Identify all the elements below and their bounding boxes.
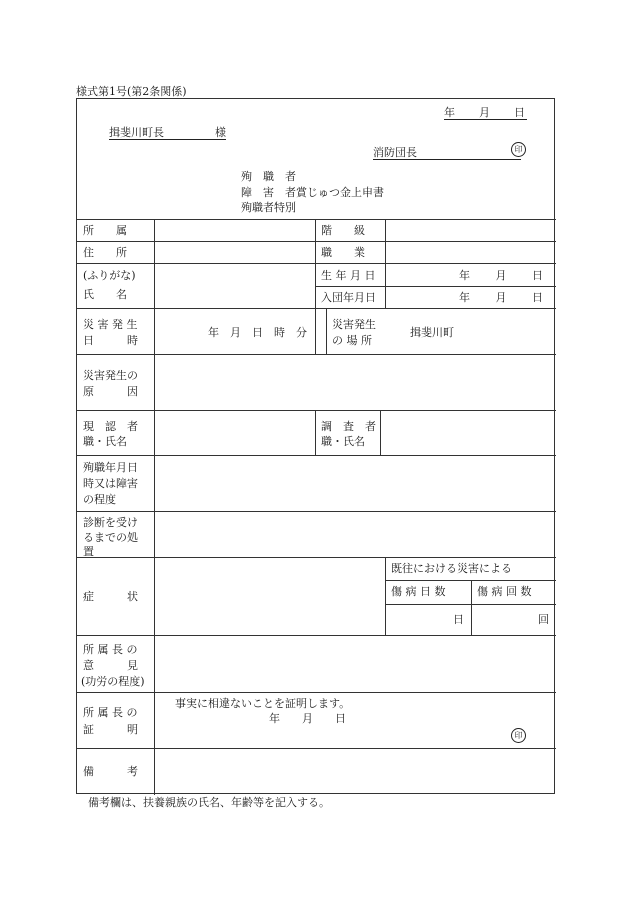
seal-mark: 印 [511, 142, 526, 157]
label-witness-1: 現 認 者 [83, 420, 138, 433]
label-cert-2: 証 明 [83, 723, 138, 736]
grid-line [77, 692, 556, 693]
doc-title-line3: 殉職者特別 [241, 201, 296, 214]
label-investigator-2: 職・氏名 [321, 435, 365, 448]
grid-line [315, 286, 556, 287]
award-application-form [76, 98, 555, 794]
label-symptoms: 症 状 [83, 590, 138, 603]
grid-line [77, 748, 556, 749]
addressee-line [109, 127, 226, 140]
addressee: 揖斐川町長 [109, 126, 164, 139]
cert-seal-mark: 印 [511, 728, 526, 743]
grid-line [77, 308, 556, 309]
label-opinion-3: (功労の程度) [81, 675, 145, 688]
join-day: 日 [532, 291, 543, 304]
grid-line [385, 219, 386, 308]
label-rank: 階 級 [321, 224, 365, 237]
label-opinion-1: 所 属 長 の [83, 643, 138, 656]
unit-day: 日 [453, 613, 464, 626]
label-past-disaster: 既往における災害による [391, 562, 512, 575]
grid-line [77, 241, 556, 242]
grid-line [77, 263, 556, 264]
label-death-1: 殉職年月日 [83, 461, 138, 474]
sender-line [373, 147, 521, 160]
label-remarks: 備 考 [83, 765, 138, 778]
footnote: 備考欄は、扶養親族の氏名、年齢等を記入する。 [88, 796, 330, 809]
label-witness-2: 職・氏名 [83, 435, 127, 448]
grid-line [315, 410, 316, 455]
label-injury-days: 傷 病 日 数 [391, 585, 446, 598]
label-treatment-1: 診断を受け [83, 516, 138, 529]
grid-line [77, 410, 556, 411]
grid-line [380, 410, 381, 455]
birthdate-value [459, 270, 543, 281]
label-affiliation-text: 所 属 [83, 224, 127, 237]
label-investigator-1: 調 査 者 [321, 420, 376, 433]
header-date-month: 月 [479, 106, 490, 119]
birth-month: 月 [495, 269, 507, 282]
label-disaster-place-1: 災害発生 [332, 318, 376, 331]
label-treatment-3: 置 [83, 545, 94, 558]
doc-title-line2: 障 害 者賞じゅつ金上申書 [241, 186, 384, 199]
label-opinion-2: 意 見 [83, 659, 138, 672]
grid-line [77, 455, 556, 456]
grid-line [154, 219, 155, 795]
label-join-date: 入団年月日 [321, 291, 376, 304]
grid-line [77, 511, 556, 512]
label-address: 住 所 [83, 246, 127, 259]
honorific: 様 [215, 126, 226, 139]
cert-date: 年 月 日 [269, 712, 346, 725]
join-year: 年 [459, 291, 470, 304]
label-death-2: 時又は障害 [83, 477, 138, 490]
header-date-year: 年 [444, 106, 455, 119]
sender: 消防団長 [373, 146, 417, 159]
label-name: 氏 名 [83, 288, 127, 301]
grid-line [315, 219, 316, 354]
form-number: 様式第1号(第2条関係) [76, 85, 187, 98]
label-injury-count: 傷 病 回 数 [477, 585, 532, 598]
grid-line [77, 219, 556, 220]
cert-text: 事実に相違ないことを証明します。 [175, 697, 351, 710]
disaster-datetime-value: 年 月 日 時 分 [208, 326, 307, 339]
label-cause-2: 原 因 [83, 385, 138, 398]
birth-year: 年 [459, 269, 470, 282]
disaster-place-value: 揖斐川町 [410, 326, 454, 339]
grid-line [385, 557, 386, 635]
birth-day: 日 [532, 269, 543, 282]
grid-line [77, 635, 556, 636]
grid-line [77, 354, 556, 355]
label-treatment-2: るまでの処 [83, 531, 138, 544]
grid-line [326, 308, 327, 354]
label-occupation: 職 業 [321, 246, 365, 259]
header-date [444, 107, 527, 120]
label-cause-1: 災害発生の [83, 369, 138, 382]
grid-line [77, 557, 556, 558]
join-date-value [459, 292, 543, 303]
join-month: 月 [495, 291, 507, 304]
header-date-day: 日 [514, 106, 525, 119]
label-furigana: (ふりがな) [83, 269, 136, 282]
label-disaster-datetime-1: 災 害 発 生 [83, 318, 138, 331]
label-death-3: の程度 [83, 493, 116, 506]
label-disaster-datetime-2: 日 時 [83, 334, 138, 347]
label-birthdate: 生 年 月 日 [321, 269, 376, 282]
label-disaster-place-2: の 場 所 [332, 334, 372, 347]
grid-line [471, 580, 472, 635]
label-affiliation [83, 225, 146, 236]
unit-count: 回 [538, 613, 549, 626]
label-cert-1: 所 属 長 の [83, 706, 138, 719]
doc-title-line1: 殉 職 者 [241, 170, 296, 183]
